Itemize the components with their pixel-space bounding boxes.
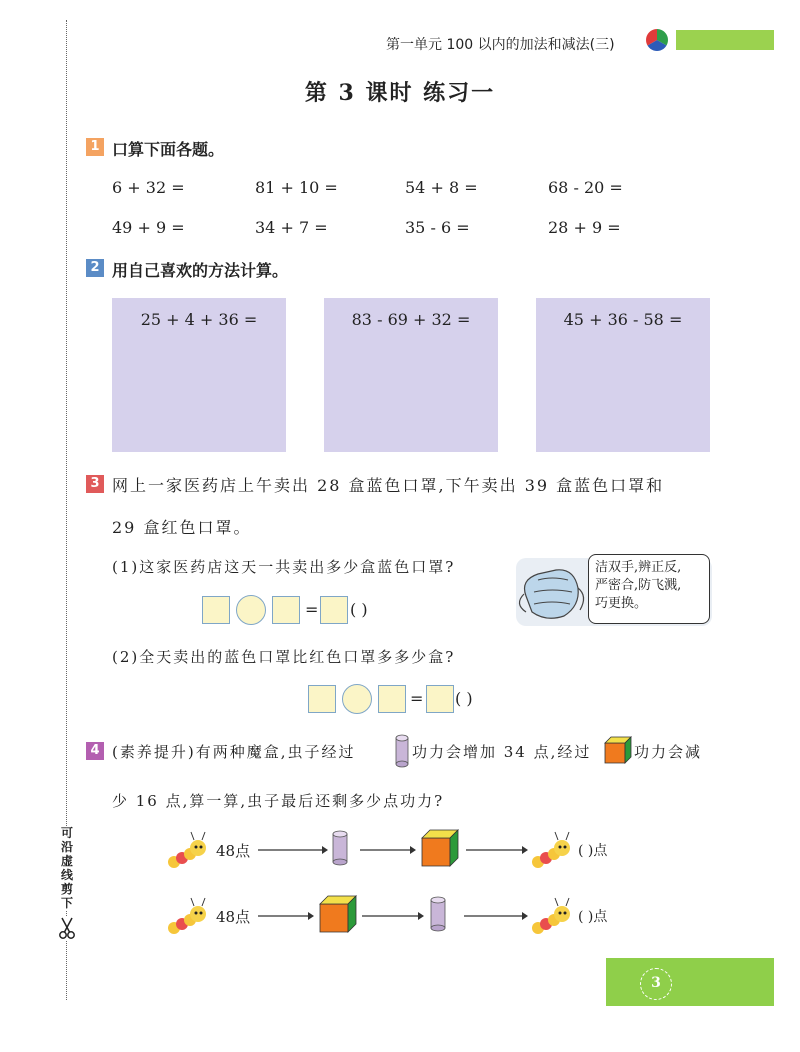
start-points: 48点 bbox=[216, 908, 251, 926]
caterpillar-icon bbox=[166, 828, 212, 870]
bubble-line: 洁双手,辨正反, bbox=[595, 560, 682, 575]
flow-row-1 bbox=[166, 826, 656, 876]
cylinder-box-icon bbox=[395, 734, 409, 768]
mental-math-item: 49 + 9 = bbox=[112, 218, 185, 237]
mental-math-item: 35 - 6 = bbox=[405, 218, 470, 237]
mental-math-item: 28 + 9 = bbox=[548, 218, 621, 237]
arrow-right-icon bbox=[258, 845, 328, 855]
question-4-text-b: 功力会增加 34 点,经过 bbox=[412, 743, 592, 761]
lesson-title: 第 3 课时 练习一 bbox=[304, 80, 496, 106]
question-4-text-c: 功力会减 bbox=[634, 743, 703, 761]
answer-points-blank[interactable]: ( )点 bbox=[578, 909, 608, 925]
question-number-4: 4 bbox=[86, 742, 104, 760]
equals-sign: = bbox=[410, 689, 424, 708]
mental-math-item: 81 + 10 = bbox=[255, 178, 338, 197]
work-expression: 83 - 69 + 32 = bbox=[351, 310, 471, 329]
bubble-line: 巧更换。 bbox=[595, 596, 648, 611]
arrow-right-icon bbox=[360, 845, 416, 855]
unit-blank[interactable]: ( ) bbox=[350, 600, 368, 619]
arrow-right-icon bbox=[464, 911, 528, 921]
equals-sign: = bbox=[305, 600, 319, 619]
caterpillar-icon bbox=[166, 894, 212, 936]
cube-box-icon bbox=[318, 894, 358, 934]
unit-blank[interactable]: ( ) bbox=[455, 689, 473, 708]
question-number-3: 3 bbox=[86, 475, 104, 493]
question-4-text-a: (素养提升)有两种魔盒,虫子经过 bbox=[112, 743, 356, 761]
cylinder-box-icon bbox=[332, 830, 348, 866]
bubble-line: 严密合,防飞溅, bbox=[595, 578, 682, 593]
mental-math-item: 68 - 20 = bbox=[548, 178, 623, 197]
cube-box-icon bbox=[420, 828, 460, 868]
work-box[interactable] bbox=[112, 298, 286, 452]
arrow-right-icon bbox=[362, 911, 424, 921]
answer-points-blank[interactable]: ( )点 bbox=[578, 843, 608, 859]
question-2-prompt: 用自己喜欢的方法计算。 bbox=[112, 261, 289, 280]
question-3-text-line2: 29 盒红色口罩。 bbox=[112, 518, 252, 537]
arrow-right-icon bbox=[258, 911, 314, 921]
answer-box[interactable] bbox=[378, 685, 406, 713]
arrow-right-icon bbox=[466, 845, 528, 855]
question-4-text-line2: 少 16 点,算一算,虫子最后还剩多少点功力? bbox=[112, 792, 445, 810]
answer-box[interactable] bbox=[320, 596, 348, 624]
header-accent-bar bbox=[676, 30, 774, 50]
answer-box[interactable] bbox=[426, 685, 454, 713]
scissors-icon bbox=[57, 916, 77, 940]
mental-math-item: 34 + 7 = bbox=[255, 218, 328, 237]
page-number-box bbox=[606, 958, 774, 1006]
work-box[interactable] bbox=[324, 298, 498, 452]
unit-title: 第一单元 100 以内的加法和减法(三) bbox=[386, 37, 615, 53]
cube-box-icon bbox=[603, 735, 633, 765]
work-expression: 45 + 36 - 58 = bbox=[563, 310, 683, 329]
mental-math-item: 54 + 8 = bbox=[405, 178, 478, 197]
question-number-2: 2 bbox=[86, 259, 104, 277]
cylinder-box-icon bbox=[430, 896, 446, 932]
colored-ball-icon bbox=[646, 29, 668, 51]
answer-box[interactable] bbox=[272, 596, 300, 624]
flow-row-2 bbox=[166, 892, 656, 942]
operator-circle[interactable] bbox=[342, 684, 372, 714]
operator-circle[interactable] bbox=[236, 595, 266, 625]
question-3-text-line1: 网上一家医药店上午卖出 28 盒蓝色口罩,下午卖出 39 盒蓝色口罩和 bbox=[112, 476, 665, 495]
mental-math-item: 6 + 32 = bbox=[112, 178, 185, 197]
question-1-prompt: 口算下面各题。 bbox=[112, 140, 225, 159]
caterpillar-icon bbox=[530, 894, 576, 936]
start-points: 48点 bbox=[216, 842, 251, 860]
answer-box[interactable] bbox=[308, 685, 336, 713]
work-box[interactable] bbox=[536, 298, 710, 452]
answer-box[interactable] bbox=[202, 596, 230, 624]
question-number-1: 1 bbox=[86, 138, 104, 156]
work-expression: 25 + 4 + 36 = bbox=[140, 310, 258, 329]
sub-question-2: (2)全天卖出的蓝色口罩比红色口罩多多少盒? bbox=[112, 648, 456, 666]
caterpillar-icon bbox=[530, 828, 576, 870]
sub-question-1: (1)这家医药店这天一共卖出多少盒蓝色口罩? bbox=[112, 558, 456, 576]
cut-instruction: 可沿虚线剪下 bbox=[60, 826, 73, 910]
page-number: 3 bbox=[640, 968, 672, 1000]
mask-tips-bubble bbox=[588, 554, 710, 624]
